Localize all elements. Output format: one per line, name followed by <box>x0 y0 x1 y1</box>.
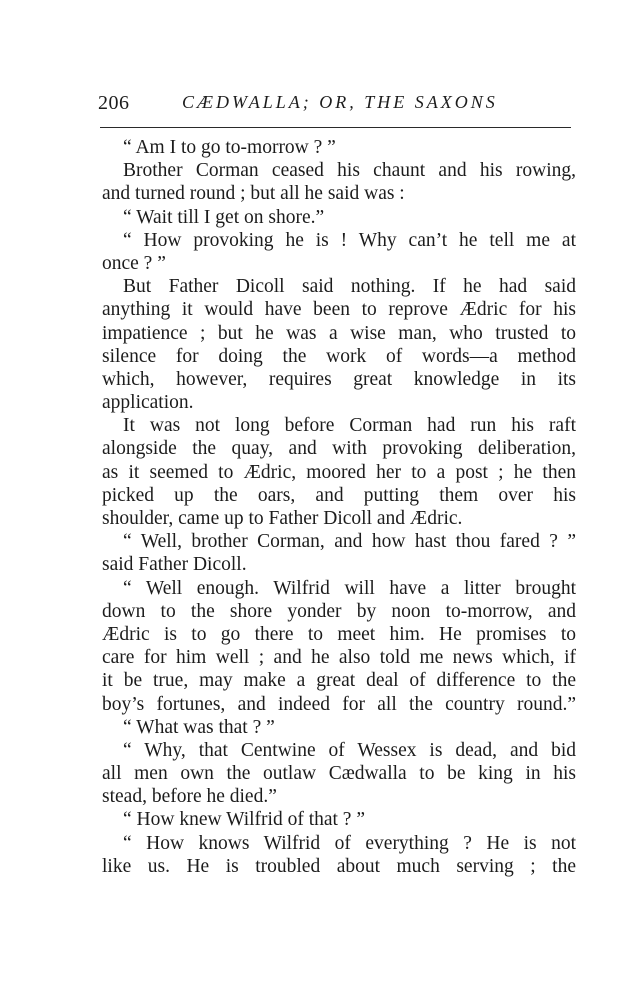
text-line: like us. He is troubled about much serving ; the <box>102 855 576 877</box>
text-line: it be true, may make a great deal of difference to the <box>102 670 576 692</box>
text-line: impatience ; but he was a wise man, who trusted to <box>102 322 576 344</box>
text-line: It was not long before Corman had run his raft <box>123 415 576 437</box>
text-line: “ Why, that Centwine of Wessex is dead, and bid <box>123 739 576 761</box>
text-line: But Father Dicoll said nothing. If he had said <box>123 276 576 298</box>
text-line: “ Am I to go to-morrow ? ” <box>123 137 336 158</box>
page-number: 206 <box>98 92 130 114</box>
header-rule <box>100 127 571 128</box>
text-line: “ Wait till I get on shore.” <box>123 206 325 228</box>
text-line: alongside the quay, and with provoking deliberation, <box>102 438 576 460</box>
text-line: “ How knows Wilfrid of everything ? He is not <box>123 832 576 854</box>
text-line: stead, before he died.” <box>102 786 277 808</box>
text-line: application. <box>102 392 194 414</box>
text-line: “ How knew Wilfrid of that ? ” <box>123 809 365 831</box>
body-text <box>102 136 576 878</box>
text-line: down to the shore yonder by noon to-morrow, and <box>102 600 576 622</box>
page-header <box>98 92 572 122</box>
text-line: “ Well, brother Corman, and how hast thou fared ? ” <box>123 531 576 553</box>
text-line: all men own the outlaw Cædwalla to be king in his <box>102 763 576 785</box>
text-line: picked up the oars, and putting them over his <box>102 484 576 506</box>
text-line: boy’s fortunes, and indeed for all the country round.” <box>102 693 576 715</box>
text-line: Brother Corman ceased his chaunt and his rowing, <box>123 160 576 182</box>
text-line: and turned round ; but all he said was : <box>102 183 405 205</box>
text-line: care for him well ; and he also told me news which, if <box>102 647 576 669</box>
text-line: anything it would have been to reprove Ædric for his <box>102 299 576 321</box>
text-line: which, however, requires great knowledge in its <box>102 368 576 390</box>
text-line: once ? ” <box>102 252 166 274</box>
text-line: “ How provoking he is ! Why can’t he tell me at <box>123 229 576 251</box>
text-line: “ What was that ? ” <box>123 716 275 738</box>
running-head: CÆDWALLA; OR, THE SAXONS <box>182 92 498 112</box>
text-line: as it seemed to Ædric, moored her to a post ; he then <box>102 461 576 483</box>
text-line: silence for doing the work of words—a method <box>102 345 576 367</box>
text-line: shoulder, came up to Father Dicoll and Ædric. <box>102 508 463 529</box>
text-line: “ Well enough. Wilfrid will have a litter brought <box>123 577 576 599</box>
text-line: Ædric is to go there to meet him. He promises to <box>102 623 576 645</box>
text-line: said Father Dicoll. <box>102 554 247 576</box>
